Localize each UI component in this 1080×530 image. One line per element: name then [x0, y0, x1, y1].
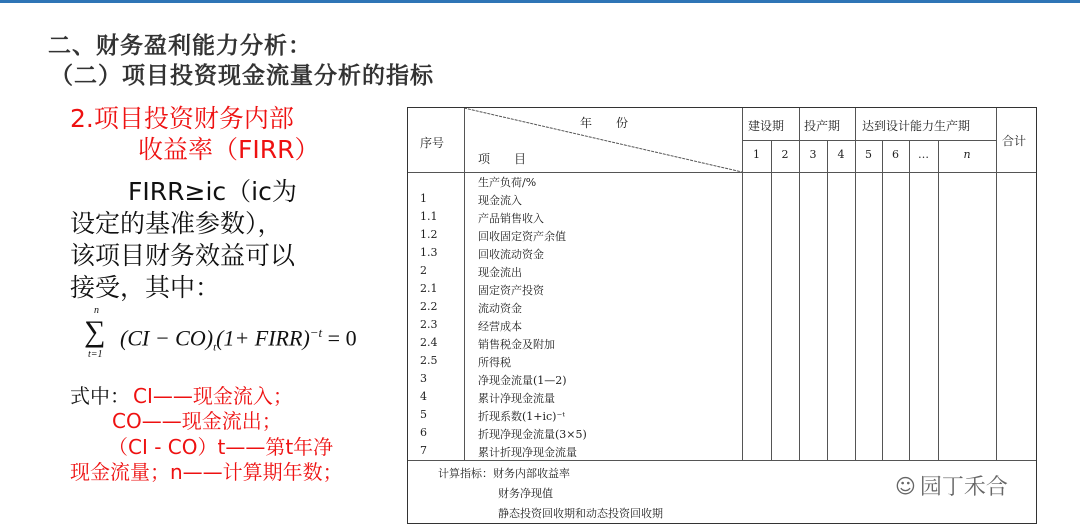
- header-bottom-line: [408, 172, 1036, 173]
- row-item: 累计折现净现金流量: [478, 446, 577, 459]
- year-header: 4: [837, 148, 845, 161]
- row-seq: 6: [420, 426, 427, 439]
- row-seq: 2: [420, 264, 427, 277]
- firr-formula: [84, 306, 384, 362]
- row-item: 回收固定资产余值: [478, 230, 566, 243]
- sum-lower: t=1: [88, 349, 103, 360]
- header-seq: 序号: [420, 136, 445, 150]
- row-item: 折现系数(1+ic)⁻ᵗ: [478, 410, 565, 423]
- row-item: 固定资产投资: [478, 284, 544, 297]
- body-line: 设定的基准参数），: [70, 209, 283, 238]
- legend-line: 现金流量；n——计算期年数；: [70, 460, 343, 484]
- row-item: 生产负荷/%: [478, 176, 537, 189]
- row-item: 经营成本: [478, 320, 522, 333]
- row-seq: 2.2: [420, 300, 438, 313]
- formula-exp: −t: [309, 325, 323, 340]
- footer-line: 财务净现值: [498, 487, 553, 500]
- year-header: 1: [753, 148, 760, 161]
- footer-line: 计算指标：财务内部收益率: [438, 467, 570, 480]
- row-seq: 7: [420, 444, 427, 457]
- row-item: 销售税金及附加: [478, 338, 555, 351]
- watermark-text: 园丁禾合: [919, 475, 1008, 500]
- column-divider: [909, 140, 910, 460]
- body-line: FIRR≥ic（ic为: [128, 177, 297, 206]
- body-line: 该项目财务效益可以: [70, 241, 296, 270]
- header-item: 项 目: [478, 152, 527, 166]
- column-divider: [827, 140, 828, 460]
- period-start: 投产期: [804, 119, 841, 133]
- body-line: 接受，其中：: [70, 273, 221, 302]
- header-subdivider: [742, 140, 996, 141]
- year-header: …: [918, 148, 929, 161]
- sigma-symbol: ∑: [84, 315, 106, 348]
- row-item: 现金流入: [478, 194, 522, 207]
- year-header: 2: [781, 148, 789, 161]
- row-seq: 2.4: [420, 336, 438, 349]
- year-header: 6: [892, 148, 899, 161]
- row-seq: 2.1: [420, 282, 438, 295]
- header-year: 年 份: [580, 116, 629, 130]
- row-item: 所得税: [478, 356, 511, 369]
- footer-line: 静态投资回收期和动态投资回收期: [498, 507, 663, 520]
- row-seq: 5: [420, 408, 427, 421]
- row-item: 累计净现金流量: [478, 392, 555, 405]
- row-seq: 2.5: [420, 354, 438, 367]
- row-seq: 3: [420, 372, 427, 385]
- year-header: 5: [865, 148, 872, 161]
- top-accent-bar: [0, 0, 1080, 3]
- cash-flow-table: [407, 107, 1037, 524]
- subtitle-line-1: 2.项目投资财务内部: [70, 104, 294, 133]
- formula-main: (CI − CO): [120, 325, 214, 351]
- column-divider: [996, 108, 997, 460]
- row-seq: 1.1: [420, 210, 438, 223]
- row-item: 折现净现金流量(3×5): [478, 428, 587, 441]
- year-header: 3: [809, 148, 817, 161]
- watermark: [895, 470, 1008, 501]
- wechat-icon: ☺: [895, 473, 916, 498]
- column-divider: [771, 140, 772, 460]
- page-title: 二、财务盈利能力分析：: [48, 33, 312, 59]
- row-item: 现金流出: [478, 266, 522, 279]
- period-build: 建设期: [748, 119, 785, 133]
- formula-rest: (1+ FIRR): [216, 325, 310, 351]
- legend-line: CO——现金流出；: [112, 409, 282, 433]
- section-title: （二）项目投资现金流量分析的指标: [50, 63, 434, 89]
- seq-column-divider: [464, 108, 465, 460]
- formula-sub: t: [213, 341, 217, 354]
- legend-line: CI——现金流入；: [133, 384, 293, 408]
- row-seq: 1.2: [420, 228, 438, 241]
- row-item: 产品销售收入: [478, 212, 544, 225]
- row-seq: 1: [420, 192, 427, 205]
- row-seq: 2.3: [420, 318, 438, 331]
- total-header: 合计: [1002, 134, 1027, 148]
- sum-upper: n: [94, 305, 99, 316]
- legend-prefix: 式中：: [70, 384, 130, 408]
- row-item: 回收流动资金: [478, 248, 544, 261]
- footer-divider: [408, 460, 1036, 461]
- subtitle-line-2: 收益率（FIRR）: [138, 135, 320, 164]
- row-seq: 1.3: [420, 246, 438, 259]
- formula-eq: = 0: [327, 325, 357, 351]
- column-divider: [882, 140, 883, 460]
- row-seq: 4: [420, 390, 427, 403]
- period-full: 达到设计能力生产期: [862, 119, 971, 133]
- legend-line: （CI - CO）t——第t年净: [108, 435, 334, 459]
- column-divider: [938, 140, 939, 460]
- year-header: n: [963, 148, 971, 161]
- row-item: 流动资金: [478, 302, 522, 315]
- row-item: 净现金流量(1—2): [478, 374, 567, 387]
